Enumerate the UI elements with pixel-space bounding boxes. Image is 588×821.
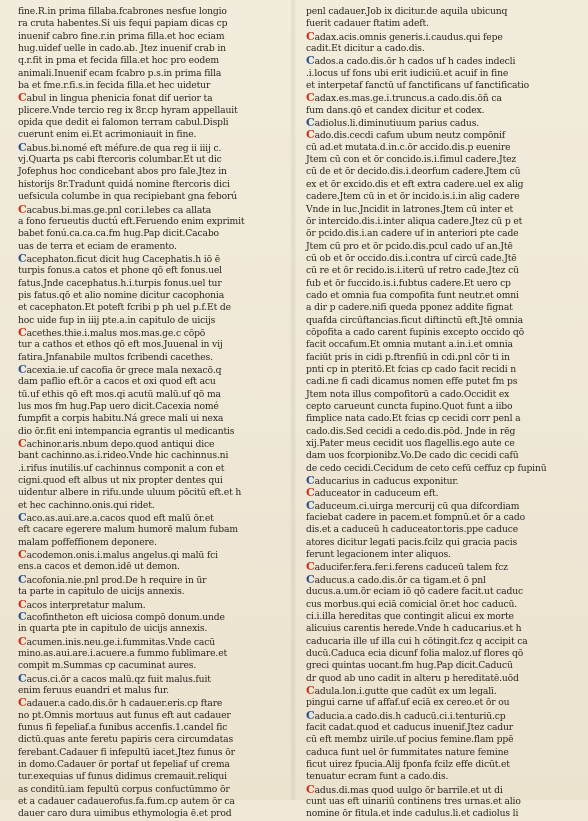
text-line — [306, 216, 574, 228]
text-line — [306, 327, 574, 339]
initial-letter: C — [18, 362, 27, 376]
line-text: fatus.Jnde cacephatus.h.i.turpis fonus.uel tur — [18, 277, 222, 289]
text-line — [18, 401, 280, 413]
text-line — [306, 302, 574, 314]
line-text: dis.et a caduceū h caduceator.toris.ppe caduce — [306, 524, 519, 536]
text-line — [306, 18, 574, 30]
line-text: opida que dedit ei falomon terram cabul.Displi — [18, 117, 229, 129]
line-text: dictū.quas ante feretu papiris cera circumdatas — [18, 734, 234, 746]
line-text: .i.locus uf fons ubi erit iudiciū.et acuif in fine — [306, 67, 509, 79]
initial-letter: C — [18, 634, 27, 648]
text-line — [18, 450, 280, 462]
line-text: nomine ōr fitula.et inde cadulus.li.et cadiolus li — [306, 808, 519, 820]
line-text: tū.uf ethis qō eft mos.qi acutū malū.uf qō ma — [18, 388, 221, 400]
text-line — [306, 438, 574, 450]
text-line — [18, 142, 280, 154]
line-text: aducifer.fera.fer.i.ferens caduceū talem fcz — [314, 562, 508, 574]
text-line — [18, 660, 280, 672]
text-line — [18, 524, 280, 536]
line-text: ens.a cacos et demon.idē ut demon. — [18, 561, 180, 573]
text-line — [306, 413, 574, 425]
text-line — [18, 611, 280, 623]
text-line — [18, 438, 280, 450]
text-line — [306, 512, 574, 524]
text-line — [18, 623, 280, 635]
line-text: babet fonú.ca.ca.ca.fm hug.Pap dicit.Cacabo — [18, 228, 219, 240]
text-line — [18, 6, 280, 18]
text-line — [306, 228, 574, 240]
text-line — [18, 117, 280, 129]
initial-letter: C — [18, 511, 27, 525]
line-text: Vnde in luc.Jncidit in latrones.Jtem cū inter et — [306, 203, 514, 215]
line-text: ferebant.Cadauer fi infepultū iacet.Jtez funus ōr — [18, 746, 235, 758]
line-text: ex et ōr excido.dis et eft extra cadere.uel ex alig — [306, 178, 524, 190]
text-line — [306, 6, 574, 18]
line-text: ficut uirez fpucia.Alij fponfa fcilz effe dicūt.et — [306, 758, 510, 770]
line-text: cū re et ōr recido.is.i.iterū uf retro cade.Jtez cū — [306, 265, 519, 277]
text-line — [18, 734, 280, 746]
text-line — [306, 376, 574, 388]
initial-letter: C — [18, 572, 27, 586]
line-text: aducarius in caducus exponitur. — [314, 476, 459, 488]
line-text: fatira.Jnfanabile multos fcribendi cacethes. — [18, 351, 213, 363]
initial-letter: C — [18, 671, 27, 685]
initial-letter: C — [306, 54, 315, 68]
line-text: ci.i.illa hereditas que contingit alicui ex morte — [306, 610, 514, 622]
line-text: ferunt legacionem inter aliquos. — [306, 549, 451, 561]
text-line — [306, 747, 574, 759]
text-line — [306, 364, 574, 376]
initial-letter: C — [306, 474, 315, 488]
text-line — [306, 599, 574, 611]
line-text: animali.Inuenif ecam fcabro p.s.in prima filla — [18, 67, 222, 79]
text-line — [18, 352, 280, 364]
text-line — [306, 55, 574, 67]
text-line — [18, 599, 280, 611]
text-line — [306, 611, 574, 623]
text-line — [306, 623, 574, 635]
text-line — [18, 697, 280, 709]
initial-letter: C — [306, 708, 315, 722]
line-text: pis fatus.qō et alio nomine dicitur cacophonia — [18, 289, 225, 301]
line-text: de cedo cecidi.Cecidum de ceto cefū ceffuz cp fupinū — [306, 462, 547, 474]
initial-letter: C — [18, 609, 27, 623]
line-text: acofintheton eft uiciosa compō donum.unde — [26, 611, 225, 623]
line-text: cadi.ne fi cadi dicamus nomen effe putet fm ps — [306, 376, 518, 388]
line-text: greci quintas uocant.fm hug.Pap dicit.Caducū — [306, 660, 513, 672]
line-text: ado.dis.cecdi cafum ubum neutz compōnif — [314, 130, 506, 142]
initial-letter: C — [18, 91, 27, 105]
line-text: as conditū.iam fepultū corpus confuctūmmo ōr — [18, 783, 230, 795]
text-line — [306, 537, 574, 549]
line-text: caduca funt uel ōr fummitates nature femine — [306, 746, 509, 758]
text-line — [18, 475, 280, 487]
line-text: turpis fonus.a catos et phone qō eft fonus.uel — [18, 265, 222, 277]
initial-letter: C — [306, 91, 315, 105]
text-line — [306, 265, 574, 277]
line-text: vj.Quarta ps cabi ftercoris columbar.Et ut dic — [18, 154, 222, 166]
line-text: dam uos fcorpionibz.Vo.De cado dic cecidi cafū — [306, 450, 519, 462]
text-line — [18, 92, 280, 104]
line-text: cepto carueunt cuncta fupino.Quot funt a iibo — [306, 401, 513, 412]
text-line — [18, 327, 280, 339]
line-text: in quarta pte in capitulo de uicijs annexis. — [18, 623, 208, 635]
text-line — [18, 784, 280, 796]
line-text: quafda circūftancias.ficut diftinctū eft.Jtē omnia — [306, 314, 523, 326]
text-line — [306, 784, 574, 796]
line-text: aduceum.ci.uirga mercurij cū qua difcordiam — [314, 500, 520, 512]
text-line — [306, 154, 574, 166]
text-line — [306, 450, 574, 462]
line-text: abul in lingua phenicia fonat dif uerior ta — [26, 93, 213, 105]
initial-letter: C — [306, 486, 315, 500]
line-text: cū ad.et mutata.d.in.c.ōr accido.dis.p euenire — [306, 141, 511, 153]
text-line — [306, 808, 574, 820]
text-line — [306, 648, 574, 660]
line-text: uas de terra et eciam de eramento. — [18, 240, 177, 252]
text-line — [18, 18, 280, 30]
line-text: achinor.aris.nbum depo.quod antiqui dice — [26, 439, 215, 451]
text-line — [18, 710, 280, 722]
line-text: cū ob et ōr occido.dis.i.contra uf circū cade.Jtē — [306, 252, 517, 264]
line-text: penl cadauer.Job ix dicitur.de aquila ubicunq — [306, 6, 508, 17]
line-text: eft cacare egerere malum humorē malum fubam — [18, 524, 238, 536]
line-text: aduceator in caduceum eft. — [314, 488, 439, 500]
line-text: fine.R.in prima fillaba.fcabrones nesfue longio — [18, 6, 227, 17]
line-text: cigni.quod eft albus ut nix propter dentes qui — [18, 475, 223, 487]
text-line — [18, 302, 280, 314]
initial-letter: C — [306, 782, 315, 796]
line-text: ōr intercido.dis.i.inter aliqua cadere.Jtez cū p et — [306, 215, 523, 227]
text-line — [18, 586, 280, 598]
text-line — [18, 747, 280, 759]
line-text: cū eft membz uirile.uf pocius femine.flam ppē — [306, 734, 514, 746]
text-line — [306, 549, 574, 561]
line-text: acephaton.ficut dicit hug Cacephatis.h iō ē — [26, 253, 221, 265]
line-text: adax.acis.omnis generis.i.caudus.qui fepe — [314, 31, 503, 43]
text-line — [306, 524, 574, 536]
line-text: fuerit cadauer ftatim adeft. — [306, 18, 429, 30]
text-line — [306, 166, 574, 178]
line-text: malam poffeffionem deponere. — [18, 536, 157, 548]
text-line — [18, 290, 280, 302]
line-text: acethes.thie.i.malus mos.mas.ge.c cōpō — [26, 327, 206, 339]
line-text: cus morbus.qui eciā comicial ōr.et hoc caducū. — [306, 598, 517, 610]
line-text: bant cachinno.as.i.rideo.Vnde hic cachinnus.ni — [18, 450, 229, 462]
text-line — [18, 808, 280, 820]
line-text: adus.di.mas quod uulgo ōr barrile.et ut di — [314, 784, 503, 796]
text-line — [306, 204, 574, 216]
left-text-column — [18, 6, 280, 820]
text-line — [306, 636, 574, 648]
text-line — [306, 426, 574, 438]
line-text: atores dicitur legati pacis.fcilz qui gracia pacis — [306, 536, 518, 548]
line-text: acexia.ie.uf cacofia ōr grece mala nexacō.q — [26, 364, 222, 376]
text-line — [306, 586, 574, 598]
line-text: acumen.inis.neu.ge.i.fummitas.Vnde cacū — [26, 636, 215, 648]
line-text: ta parte in capitulo de uicijs annexis. — [18, 586, 185, 598]
text-line — [306, 92, 574, 104]
line-text: fimplice nata cado.Et fcias cp cecidi corr penl a — [306, 413, 521, 425]
line-text: adax.es.mas.ge.i.truncus.a cado.dis.ōñ ca — [314, 93, 502, 105]
line-text: fumpfit a corpis habitu.Ná grece mali ui nexa — [18, 413, 224, 425]
text-line — [306, 43, 574, 55]
text-line — [18, 80, 280, 92]
line-text: cunt uas eft uinariū continens tres urnas.et alio — [306, 796, 521, 807]
line-text: dam paflio eft.ōr a cacos et oxi quod eft acu — [18, 376, 216, 388]
text-line — [18, 796, 280, 808]
line-text: historijs 8r.Tradunt quidá nomine ftercoris dici — [18, 178, 230, 190]
text-line — [18, 759, 280, 771]
text-line — [18, 31, 280, 43]
line-text: facit occafum.Et omnia mutant a.in.i.et omnia — [306, 339, 513, 351]
text-line — [18, 154, 280, 166]
initial-letter: C — [306, 29, 315, 43]
line-text: compit m.Summas cp cacuminat aures. — [18, 660, 197, 672]
line-text: ducus.a.um.ōr eciam iō qō cadere facit.ut caduc — [306, 586, 523, 598]
line-text: et interpetaf fanctū uf fanctificans uf fanctificatio — [306, 80, 530, 92]
line-text: cū de et ōr decido.dis.i.deorfum cadere.Jtem cū — [306, 166, 521, 178]
line-text: hoc uide fup in iiij pte.a.in capitulo de uicijs — [18, 314, 216, 326]
initial-letter: C — [18, 140, 27, 154]
line-text: pingui carne uf affaf.uf eciā ex cereo.et ōr ou — [306, 697, 510, 709]
line-text: acofonia.nie.pnl prod.De h require in ūr — [26, 574, 207, 586]
initial-letter: C — [18, 696, 27, 710]
text-line — [306, 574, 574, 586]
text-line — [18, 241, 280, 253]
line-text: fum dans.qō et candex dicitur et codex. — [306, 104, 485, 116]
text-line — [18, 426, 280, 438]
text-line — [18, 265, 280, 277]
text-line — [18, 339, 280, 351]
text-line — [18, 216, 280, 228]
text-line — [306, 463, 574, 475]
line-text: a dir p cadere.nifi queda pponez addite fignat — [306, 302, 513, 314]
line-text: ados.a cado.dis.ōr h cados uf h cades indecli — [314, 56, 516, 68]
text-line — [18, 413, 280, 425]
line-text: cado.dis.Sed cecidi a cedo.dis.pōd. Jnde in rēg — [306, 425, 516, 437]
line-text: et a cadauer cadauerofus.fa.fum.cp autem ōr ca — [18, 796, 235, 807]
line-text: faciebat cadere in pacem.et fompnū.et ōr a cado — [306, 512, 526, 524]
initial-letter: C — [306, 683, 315, 697]
text-line — [306, 697, 574, 709]
text-line — [18, 648, 280, 660]
text-line — [306, 352, 574, 364]
line-text: dr quod ab uno cadit in alteru p hereditatē.uōd — [306, 672, 519, 684]
text-line — [306, 487, 574, 499]
line-text: faciūt pris in cidi p.ftrenfiū in cdi.pnl cōr ti in — [306, 351, 510, 363]
text-line — [306, 179, 574, 191]
line-text: cadit.Et dicitur a cado.dis. — [306, 43, 425, 55]
initial-letter: C — [18, 325, 27, 339]
line-text: xij.Pater meus cecidit uos flagellis.ego aute ce — [306, 438, 515, 450]
text-line — [18, 129, 280, 141]
text-line — [18, 685, 280, 697]
text-line — [18, 673, 280, 685]
text-line — [306, 710, 574, 722]
text-line — [18, 463, 280, 475]
line-text: adula.lon.i.gutte que cadūt ex um legalī. — [314, 685, 497, 697]
text-line — [306, 685, 574, 697]
text-line — [306, 759, 574, 771]
text-line — [306, 796, 574, 808]
text-line — [18, 55, 280, 67]
text-line — [18, 191, 280, 203]
line-text: uidentur albere in rifu.unde uluum pōcitū eft.et h — [18, 487, 242, 499]
line-text: lus mos fm hug.Pap uero dicit.Cacexia nomé — [18, 401, 219, 412]
line-text: hug.uidef uelle in cado.ab. Jtez inuenif crab in — [18, 43, 226, 55]
initial-letter: C — [18, 202, 27, 216]
text-line — [18, 228, 280, 240]
text-line — [306, 389, 574, 401]
text-line — [306, 191, 574, 203]
line-text: enim feruus euandri et malus fur. — [18, 684, 169, 696]
line-text: cadere.Jtem cū in et ōr incido.is.i.in alig cadere — [306, 191, 520, 203]
initial-letter: C — [18, 597, 27, 611]
line-text: acodemon.onis.i.malus angelus.qi malū fci — [26, 550, 218, 562]
line-text: caducaria ille uf illa cui h cōtingit.fcz q accipit ca — [306, 635, 528, 647]
initial-letter: C — [306, 116, 315, 130]
line-text: inuenif cabro fine.r.in prima filla.et hoc eciam — [18, 30, 225, 42]
initial-letter: C — [18, 251, 27, 265]
line-text: Jtem nota illus compofitorū a cado.Occidit ex — [306, 388, 510, 400]
text-line — [306, 500, 574, 512]
text-line — [18, 537, 280, 549]
line-text: pnti cp in pteritō.Et fcias cp cado facit recidi n — [306, 363, 517, 375]
line-text: .i.rifus inutilis.uf cachinnus componit a con et — [18, 462, 225, 474]
text-line — [18, 68, 280, 80]
text-line — [18, 512, 280, 524]
line-text: plicere.Vnde tercio reg ix 8r.cp hyram appellauit — [18, 104, 238, 116]
line-text: tur.exequias uf funus didimus cremauit.reliqui — [18, 771, 227, 783]
line-text: adiolus.li.diminutiuum parius cadus. — [314, 118, 480, 130]
text-line — [306, 339, 574, 351]
text-line — [306, 80, 574, 92]
text-line — [306, 561, 574, 573]
line-text: uefsicula columbe in qua recipiebant gna feború — [18, 191, 238, 203]
line-text: acus.ci.ōr a cacos malū.qz fuit malus.fuit — [26, 673, 211, 685]
line-text: ducū.Caduca ecia dicunf folia maloz.uf flores qō — [306, 647, 524, 659]
text-line — [306, 673, 574, 685]
line-text: alicuius carentis herede.Vnde h caducarius.et h — [306, 623, 522, 635]
line-text: acabus.bi.mas.ge.pnl cor.i.lebes ca allata — [26, 204, 212, 216]
text-line — [306, 241, 574, 253]
text-line — [18, 549, 280, 561]
text-line — [306, 117, 574, 129]
line-text: in domo.Cadauer ōr portaf ut fepeliaf uf crema — [18, 758, 230, 770]
text-line — [18, 105, 280, 117]
text-line — [306, 401, 574, 413]
line-text: aducus.a cado.dis.ōr ca tigam.et ō pnl — [314, 574, 486, 586]
text-line — [18, 253, 280, 265]
text-line — [18, 500, 280, 512]
initial-letter: C — [306, 128, 315, 142]
text-line — [306, 290, 574, 302]
line-text: aducia.a cado.dis.h caducū.ci.i.tenturiū.cp — [314, 710, 506, 722]
line-text: Jofephus hoc condicebant abos pro fale.Jtez in — [18, 166, 227, 178]
line-text: Jtem cū con et ōr concido.is.i.fimul cadere.Jtez — [306, 154, 517, 166]
line-text: et cacephaton.Et poteft fcribi p ph uel p.f.Et de — [18, 302, 231, 314]
text-line — [18, 722, 280, 734]
text-line — [18, 389, 280, 401]
line-text: ra cruta habentes.Si uis fequi papiam dicas cp — [18, 18, 228, 30]
text-line — [18, 166, 280, 178]
line-text: ōr pcido.dis.i.an cadere uf in anteriori pte cade — [306, 228, 519, 240]
line-text: abus.bi.nomé eft méfure.de qua reg ii iiij c. — [26, 142, 222, 154]
line-text: tenuatur ecram funt a cado.dis. — [306, 771, 449, 783]
text-line — [306, 771, 574, 783]
line-text: funus fi fepeliaf.a funibus accenfis.1.candel fic — [18, 721, 228, 733]
line-text: aco.as.aui.are.a.cacos quod eft malū ōr.et — [26, 513, 214, 525]
line-text: fub et ōr fuccido.is.i.fubtus cadere.Et uero cp — [306, 277, 511, 289]
line-text: cuerunt enim ei.Et acrimoniauit in fine. — [18, 129, 197, 141]
text-line — [306, 734, 574, 746]
initial-letter: C — [306, 498, 315, 512]
text-line — [18, 771, 280, 783]
text-line — [306, 253, 574, 265]
line-text: adauer.a cado.dis.ōr h cadauer.eris.cp ftare — [26, 698, 223, 710]
line-text: cado et omnia fua compofita funt neutr.et omni — [306, 289, 519, 301]
initial-letter: C — [306, 560, 315, 574]
text-line — [18, 574, 280, 586]
right-text-column — [306, 6, 574, 820]
line-text: dauer caro dura uimibus ethymologia ē.et prod — [18, 808, 232, 820]
line-text: tur a cathos et ethos qō eft mos.Juuenal in vij — [18, 339, 223, 351]
line-text: et hec cachinno.onis.qui ridet. — [18, 499, 155, 511]
initial-letter: C — [306, 572, 315, 586]
text-line — [306, 129, 574, 141]
line-text: mino.as.aui.are.i.acuere.a fummo fublimare.et — [18, 647, 228, 659]
text-line — [18, 204, 280, 216]
line-text: dio ōr.fit eni intempancia egrantis ul medicantis — [18, 425, 235, 437]
line-text: Jtem cū pro et ōr pcido.dis.pcul cado uf an.Jtē — [306, 240, 513, 252]
text-line — [18, 376, 280, 388]
text-line — [18, 43, 280, 55]
text-line — [18, 636, 280, 648]
line-text: ba et fme.r.fi.s.in fecida filla.et hec uidetur — [18, 80, 211, 92]
line-text: a fono ferueutis ductú eft.Feruendo enim exprimit — [18, 215, 245, 227]
text-line — [306, 68, 574, 80]
text-line — [18, 179, 280, 191]
text-line — [306, 660, 574, 672]
initial-letter: C — [18, 548, 27, 562]
line-text: facit cadat.quod et caducus inuenif.Jtez cadur — [306, 721, 514, 733]
line-text: q.r.fit in pma et fecida filla.et hoc pro eodem — [18, 55, 219, 67]
text-line — [306, 31, 574, 43]
page-gutter — [290, 0, 296, 800]
line-text: no pt.Omnis mortuus aut funus eft aut cadauer — [18, 709, 231, 721]
text-line — [306, 278, 574, 290]
line-text: cōpofita a cado carent fupinis excepto occido qō — [306, 326, 525, 338]
line-text: acos interpretatur malum. — [26, 599, 146, 611]
text-line — [306, 722, 574, 734]
text-line — [306, 315, 574, 327]
text-line — [306, 142, 574, 154]
text-line — [18, 561, 280, 573]
text-line — [18, 364, 280, 376]
text-line — [18, 278, 280, 290]
initial-letter: C — [18, 437, 27, 451]
text-line — [18, 487, 280, 499]
text-line — [18, 315, 280, 327]
text-line — [306, 105, 574, 117]
text-line — [306, 475, 574, 487]
